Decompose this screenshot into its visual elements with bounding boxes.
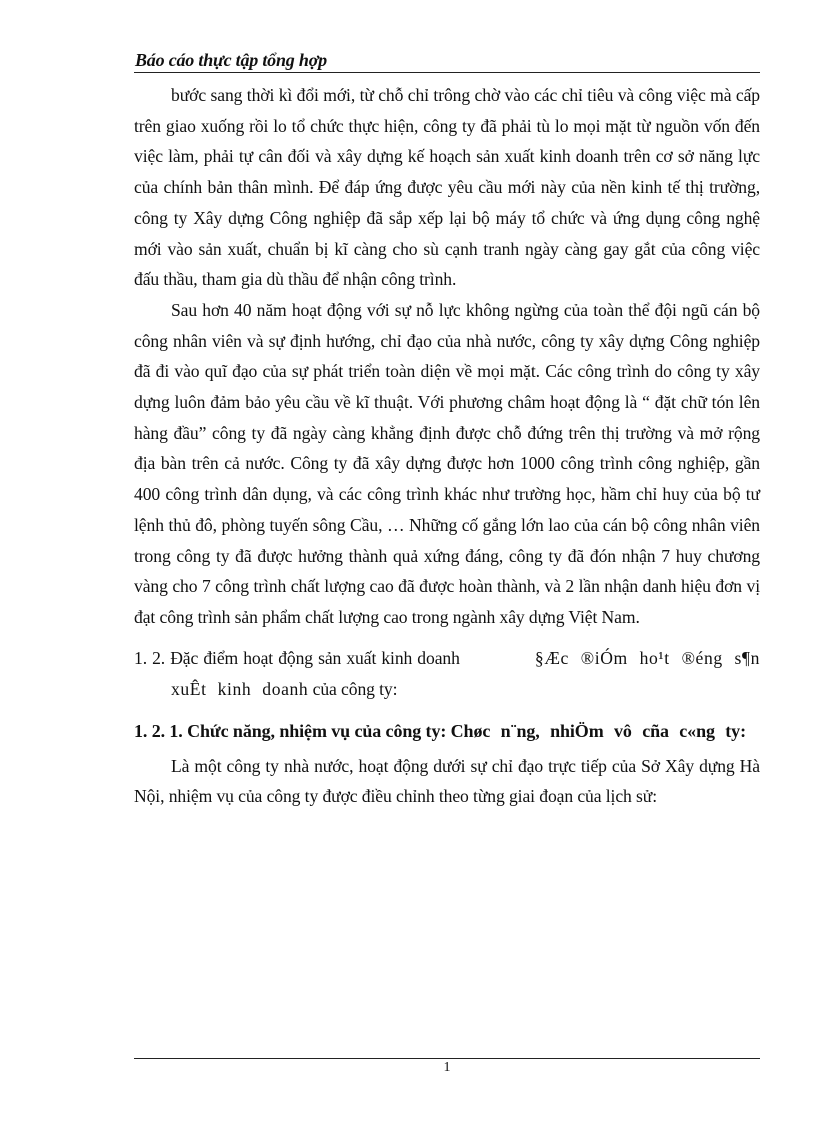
body-paragraph: Sau hơn 40 năm hoạt động với sự nỗ lực không ngừng của toàn thể đội ngũ cán bộ công nhân viên và sự định hướng, chỉ đạo của nhà nước, công ty xây dựng Công nghiệp đã đi vào quĩ đạo của sự phát triển toàn diện về mọi mặt. Các công trình do công ty xây dựng luôn đảm bảo yêu cầu về kĩ thuật. Với phương châm hoạt động là “ đặt chữ tón lên hàng đầu” công ty đã ngày càng khẳng định được chỗ đứng trên thị trường và mở rộng địa bàn trên cả nước. Công ty đã xây dựng được hơn 1000 công trình công nghiệp, gần 400 công trình dân dụng, và các công trình khác như trường học, hầm chỉ huy của bộ tư lệnh thủ đô, phòng tuyến sông Cầu, … Những cố gắng lớn lao của cán bộ công nhân viên trong công ty đã được hưởng thành quả xứng đáng, công ty đã đón nhận 7 huy chương vàng cho 7 công trình chất lượng cao đã được hoàn thành, và 2 lần nhận danh hiệu đơn vị đạt công trình sản phẩm chất lượng cao trong ngành xây dựng Việt Nam. [134, 299, 760, 627]
body-paragraph: bước sang thời kì đổi mới, từ chỗ chỉ trông chờ vào các chỉ tiêu và công việc mà cấp trên giao xuống rồi lo tổ chức thực hiện, công ty đã phải tù lo mọi mặt từ nguồn vốn đến việc làm, phải tự cân đối và xây dựng kế hoạch sản xuất kinh doanh trên cơ sở năng lực của chính bản thân mình. Để đáp ứng được yêu cầu mới này của nền kinh tế thị trường, công ty Xây dựng Công nghiệp đã sắp xếp lại bộ máy tổ chức và ứng dụng công nghệ mới vào sản xuất, chuẩn bị kĩ càng cho sù cạnh tranh ngày càng gay gắt của công việc đấu thầu, tham gia dù thầu để nhận công trình. [134, 85, 760, 290]
section-number: 1. 2. [134, 647, 166, 668]
page-header [134, 48, 760, 73]
document-body [134, 80, 760, 812]
section-heading-1-2 [134, 643, 760, 705]
page-number: 1 [443, 1060, 451, 1075]
section-heading-1-2-1 [134, 715, 760, 747]
section-number: 1. 2. 1. [134, 720, 183, 741]
section-title: Chức năng, nhiệm vụ của công ty: [187, 720, 447, 741]
section-title-trailing: của công ty: [312, 678, 398, 699]
section-title-garbled: §Æc ®iÓm ho¹t ®éng s¶n xuÊt kinh doanh [171, 647, 760, 699]
section-title-garbled: Chøc n¨ng, nhiÖm vô cña c«ng ty: [450, 720, 746, 741]
header-title: Báo cáo thực tập tổng hợp [135, 50, 327, 70]
body-paragraph: Là một công ty nhà nước, hoạt động dưới sự chỉ đạo trực tiếp của Sở Xây dựng Hà Nội, nhiệm vụ của công ty được điều chỉnh theo từng giai đoạn của lịch sử: [134, 755, 760, 807]
section-title: Đặc điểm hoạt động sản xuất kinh doanh [170, 647, 460, 668]
footer-rule [134, 1058, 760, 1059]
